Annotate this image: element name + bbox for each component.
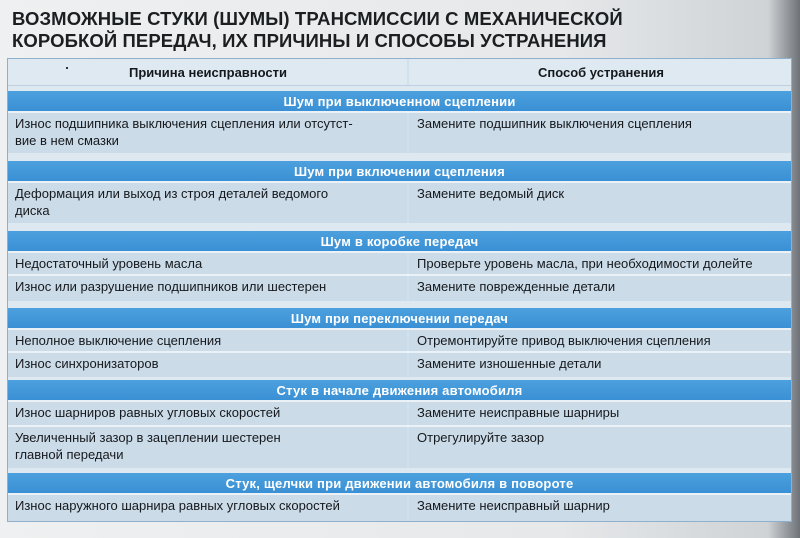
cause-cell: Износ наружного шарнира равных угловых скоростей [8, 495, 409, 521]
section-heading [8, 380, 791, 400]
table-row [8, 251, 791, 274]
table-row [8, 328, 791, 351]
table-row [8, 274, 791, 301]
section-heading [8, 161, 791, 181]
section-title: Стук в начале движения автомобиля [276, 382, 523, 398]
cause-text: главной передачи [15, 447, 124, 462]
remedy-cell: Замените неисправные шарниры [417, 405, 620, 420]
table-row [8, 111, 791, 153]
table-row [8, 181, 791, 223]
remedy-cell: Отремонтируйте привод выключения сцепления [417, 333, 711, 348]
section-title: Шум при включении сцепления [294, 163, 505, 179]
section-heading [8, 231, 791, 251]
cause-text: диска [15, 203, 50, 218]
cause-cell: Износ или разрушение подшипников или шестерен [8, 276, 409, 301]
table-row [8, 351, 791, 377]
cause-cell: Недостаточный уровень масла [8, 253, 409, 274]
table-row [8, 425, 791, 468]
cause-cell [8, 113, 409, 153]
section-heading [8, 308, 791, 328]
cause-cell [8, 427, 409, 468]
remedy-cell: Замените поврежденные детали [417, 279, 616, 294]
remedy-cell: Отрегулируйте зазор [417, 430, 545, 445]
remedy-cell: Замените подшипник выключения сцепления [417, 116, 692, 131]
remedy-cell: Замените ведомый диск [417, 186, 565, 201]
table-header [8, 59, 791, 86]
table-row [8, 400, 791, 425]
remedy-cell: Замените неисправный шарнир [417, 498, 610, 513]
cause-text: Увеличенный зазор в зацеплении шестерен [15, 430, 281, 445]
section-title: Шум при выключенном сцеплении [283, 93, 516, 109]
table-row [8, 493, 791, 521]
title-line-2: КОРОБКОЙ ПЕРЕДАЧ, ИХ ПРИЧИНЫ И СПОСОБЫ УСТРАНЕНИЯ [12, 30, 607, 51]
title-line-1: ВОЗМОЖНЫЕ СТУКИ (ШУМЫ) ТРАНСМИССИИ С МЕХАНИЧЕСКОЙ [12, 8, 623, 29]
cause-text: Деформация или выход из строя деталей ведомого [15, 186, 329, 201]
section-title: Шум в коробке передач [320, 233, 479, 249]
section-title: Шум при переключении передач [290, 310, 509, 326]
header-remedy: Способ устранения [537, 65, 664, 80]
remedy-cell: Замените изношенные детали [417, 356, 602, 371]
section-heading [8, 473, 791, 493]
fault-table [7, 58, 792, 522]
cause-text: вие в нем смазки [15, 133, 119, 148]
section-heading [8, 91, 791, 111]
section-title: Стук, щелчки при движении автомобиля в повороте [225, 475, 574, 491]
cause-cell [8, 183, 409, 223]
cause-cell: Износ шарниров равных угловых скоростей [8, 402, 409, 425]
remedy-cell: Проверьте уровень масла, при необходимости долейте [417, 256, 753, 271]
cause-cell: Неполное выключение сцепления [8, 330, 409, 351]
cause-cell: Износ синхронизаторов [8, 353, 409, 377]
page-title [12, 8, 782, 52]
header-cause: Причина неисправности [8, 59, 409, 85]
cause-text: Износ подшипника выключения сцепления или отсутст- [15, 116, 353, 131]
